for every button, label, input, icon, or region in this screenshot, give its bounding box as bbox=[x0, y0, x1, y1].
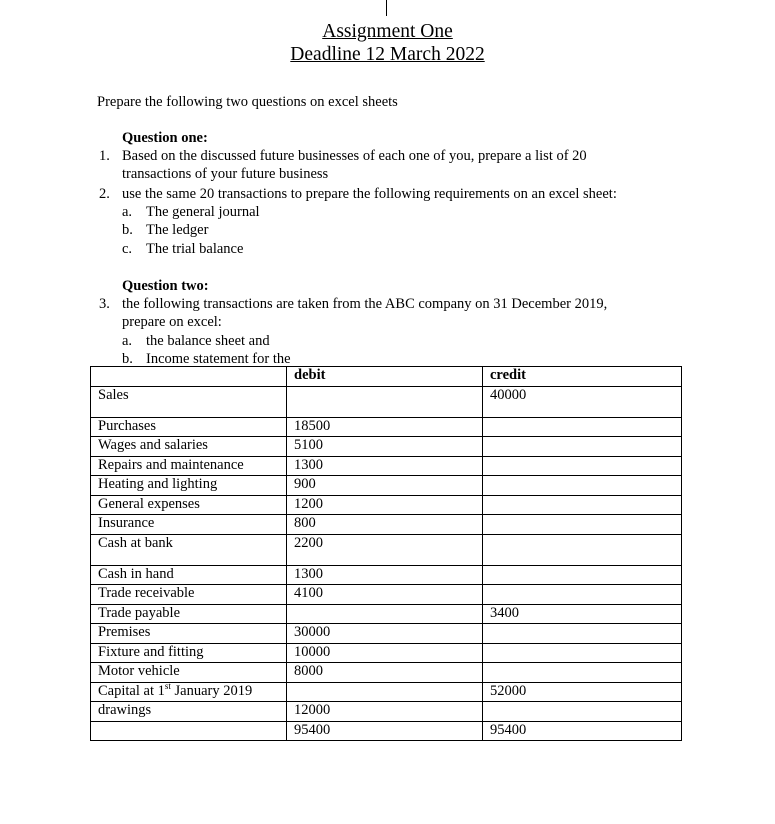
sub-item-general-journal: The general journal bbox=[146, 204, 260, 220]
table-row bbox=[91, 437, 682, 457]
header-credit: credit bbox=[483, 367, 682, 387]
deadline-line: Deadline 12 March 2022 bbox=[290, 44, 485, 65]
q2-sub-letter-a: a. bbox=[122, 333, 133, 349]
cell-debit: 8000 bbox=[287, 663, 483, 683]
cell-credit bbox=[483, 663, 682, 683]
cell-debit: 12000 bbox=[287, 702, 483, 722]
intro-text: Prepare the following two questions on excel sheets bbox=[97, 94, 398, 110]
cell-credit bbox=[483, 437, 682, 457]
document-title: Assignment One bbox=[322, 21, 453, 42]
cell-account bbox=[91, 721, 287, 741]
cell-credit bbox=[483, 476, 682, 496]
cell-debit: 800 bbox=[287, 515, 483, 535]
cell-account: Wages and salaries bbox=[91, 437, 287, 457]
q2-sub-letter-b: b. bbox=[122, 351, 133, 367]
cell-credit bbox=[483, 702, 682, 722]
table-row bbox=[91, 515, 682, 535]
header-account bbox=[91, 367, 287, 387]
list-number-2: 2. bbox=[99, 186, 110, 202]
cell-account: Trade payable bbox=[91, 604, 287, 624]
sub-item-trial-balance: The trial balance bbox=[146, 241, 244, 257]
table-row bbox=[91, 682, 682, 702]
cell-credit bbox=[483, 643, 682, 663]
table-row bbox=[91, 702, 682, 722]
cell-debit: 5100 bbox=[287, 437, 483, 457]
cell-debit: 4100 bbox=[287, 585, 483, 605]
text-cursor bbox=[386, 0, 387, 16]
list-number-3: 3. bbox=[99, 296, 110, 312]
cell-account: Heating and lighting bbox=[91, 476, 287, 496]
q1-item2-line1: use the same 20 transactions to prepare the following requirements on an excel sheet: bbox=[122, 186, 617, 202]
cell-credit: 52000 bbox=[483, 682, 682, 702]
sub-letter-c: c. bbox=[122, 241, 133, 257]
cell-account: Cash in hand bbox=[91, 565, 287, 585]
q2-line1: the following transactions are taken from the ABC company on 31 December 2019, bbox=[122, 296, 608, 312]
cell-account: Trade receivable bbox=[91, 585, 287, 605]
cell-account: Cash at bank bbox=[91, 534, 287, 565]
q2-sub-income-statement: Income statement for the bbox=[146, 351, 291, 367]
q2-sub-balance-sheet: the balance sheet and bbox=[146, 333, 270, 349]
cell-debit bbox=[287, 604, 483, 624]
sub-letter-a: a. bbox=[122, 204, 133, 220]
cell-debit: 1300 bbox=[287, 565, 483, 585]
cell-credit bbox=[483, 417, 682, 437]
q2-line2: prepare on excel: bbox=[122, 314, 222, 330]
table-row bbox=[91, 417, 682, 437]
cell-credit bbox=[483, 534, 682, 565]
cell-account: Purchases bbox=[91, 417, 287, 437]
cell-debit: 18500 bbox=[287, 417, 483, 437]
cell-credit bbox=[483, 624, 682, 644]
cell-debit: 10000 bbox=[287, 643, 483, 663]
table-row bbox=[91, 565, 682, 585]
cell-account bbox=[91, 682, 287, 702]
table-total-row bbox=[91, 721, 682, 741]
cell-debit bbox=[287, 682, 483, 702]
sub-letter-b: b. bbox=[122, 222, 133, 238]
cell-debit bbox=[287, 386, 483, 417]
cell-credit bbox=[483, 565, 682, 585]
table-row bbox=[91, 624, 682, 644]
q1-item1-line2: transactions of your future business bbox=[122, 166, 329, 182]
cell-debit: 2200 bbox=[287, 534, 483, 565]
cell-account: Sales bbox=[91, 386, 287, 417]
table-header-row bbox=[91, 367, 682, 387]
ordinal-suffix: st bbox=[164, 682, 171, 691]
sub-item-ledger: The ledger bbox=[146, 222, 209, 238]
question-two-heading: Question two: bbox=[122, 278, 209, 294]
table-row bbox=[91, 585, 682, 605]
table-row bbox=[91, 534, 682, 565]
cell-credit: 40000 bbox=[483, 386, 682, 417]
cell-credit: 3400 bbox=[483, 604, 682, 624]
table-row bbox=[91, 456, 682, 476]
cell-credit bbox=[483, 585, 682, 605]
table-row bbox=[91, 476, 682, 496]
total-credit: 95400 bbox=[483, 721, 682, 741]
table-row bbox=[91, 604, 682, 624]
q1-item1-line1: Based on the discussed future businesses of each one of you, prepare a list of 20 bbox=[122, 148, 587, 164]
table-row bbox=[91, 643, 682, 663]
table-row bbox=[91, 663, 682, 683]
cell-debit: 900 bbox=[287, 476, 483, 496]
cell-credit bbox=[483, 515, 682, 535]
header-debit: debit bbox=[287, 367, 483, 387]
list-number-1: 1. bbox=[99, 148, 110, 164]
cell-account: Repairs and maintenance bbox=[91, 456, 287, 476]
cell-credit bbox=[483, 456, 682, 476]
question-one-heading: Question one: bbox=[122, 130, 208, 146]
capital-label: Capital at 1st January 2019 bbox=[98, 682, 253, 699]
cell-account: General expenses bbox=[91, 495, 287, 515]
cell-account: drawings bbox=[91, 702, 287, 722]
cell-debit: 1300 bbox=[287, 456, 483, 476]
cell-credit bbox=[483, 495, 682, 515]
cell-account: Premises bbox=[91, 624, 287, 644]
cell-account: Insurance bbox=[91, 515, 287, 535]
cell-debit: 30000 bbox=[287, 624, 483, 644]
transactions-table bbox=[90, 366, 682, 741]
cell-debit: 1200 bbox=[287, 495, 483, 515]
table-row bbox=[91, 495, 682, 515]
cell-account: Fixture and fitting bbox=[91, 643, 287, 663]
table-row bbox=[91, 386, 682, 417]
total-debit: 95400 bbox=[287, 721, 483, 741]
cell-account: Motor vehicle bbox=[91, 663, 287, 683]
